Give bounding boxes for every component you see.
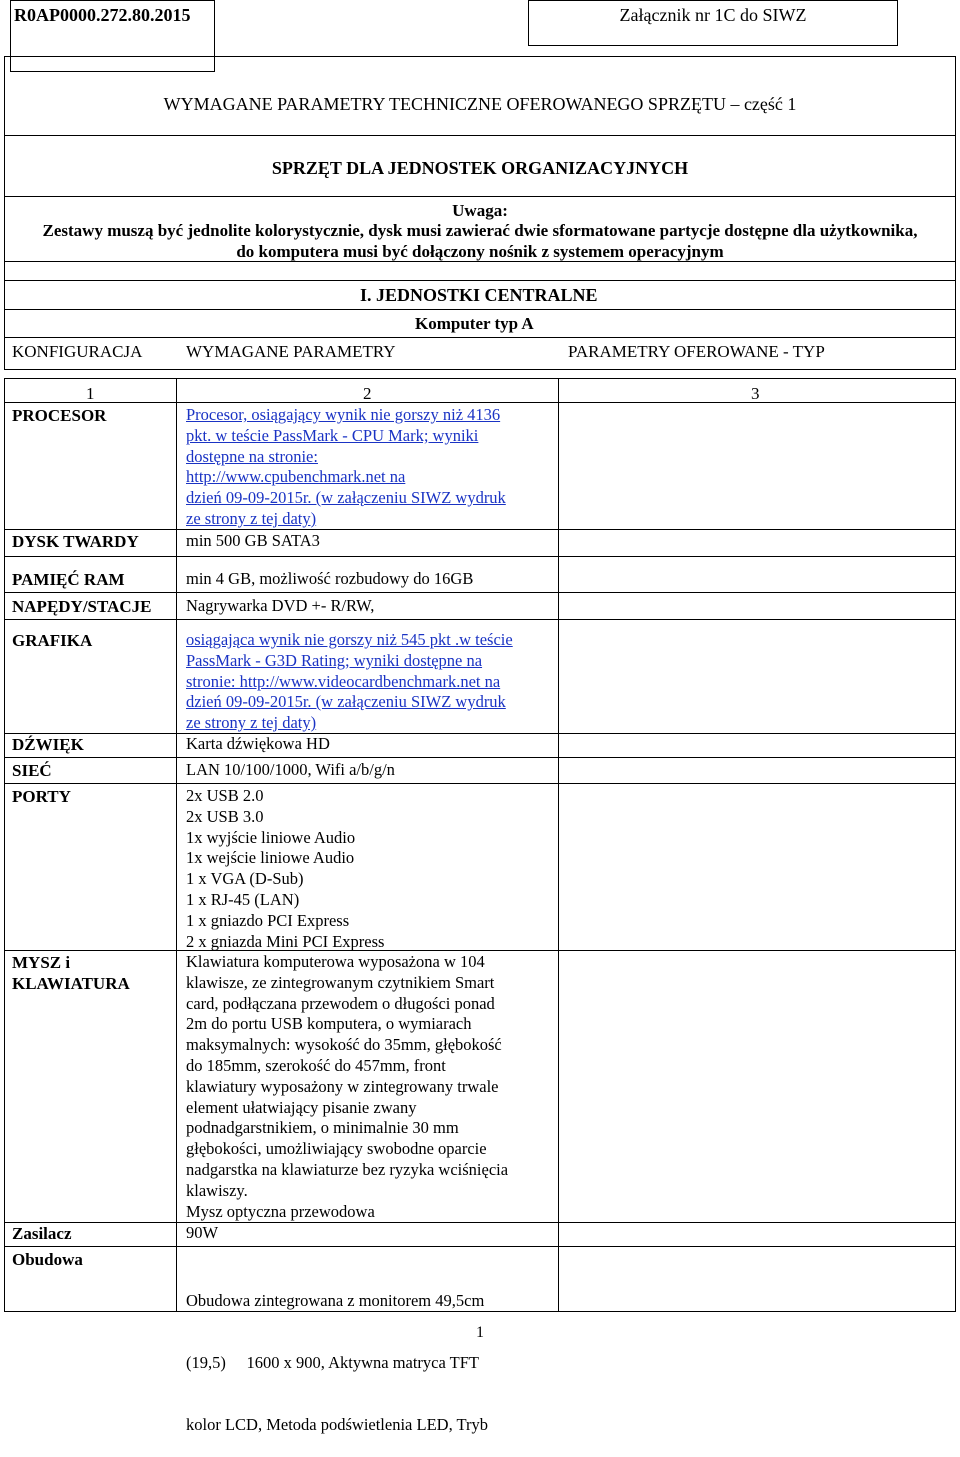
row-divider	[4, 757, 956, 758]
mysz-label-line-2: KLAWIATURA	[12, 974, 130, 993]
mysz-line: głębokości, umożliwiający swobodne oparcie	[186, 1139, 487, 1159]
siec-value: LAN 10/100/1000, Wifi a/b/g/n	[186, 760, 395, 779]
siec-label: SIEĆ	[12, 761, 52, 780]
mysz-line: klawisze, ze zintegrowanym czytnikiem Smart	[186, 972, 495, 992]
grafika-line: osiągająca wynik nie gorszy niż 545 pkt .w teście	[186, 630, 513, 649]
row-divider	[4, 1222, 956, 1223]
mysz-line: klawiatury wyposażony w zintegrowany trwale	[186, 1076, 499, 1096]
obudowa-value	[186, 1249, 556, 1457]
number-row-divider	[4, 402, 956, 403]
column-number-2: 2	[363, 384, 372, 403]
mysz-label	[12, 952, 130, 994]
column-offered: PARAMETRY OFEROWANE - TYP	[568, 342, 825, 361]
col-divider-1	[176, 378, 177, 1312]
porty-line: 1 x VGA (D-Sub)	[186, 869, 304, 889]
page-number: 1	[476, 1324, 484, 1341]
pamiec-label: PAMIĘĆ RAM	[12, 570, 125, 589]
porty-line: 1x wejście liniowe Audio	[186, 848, 355, 868]
column-config: KONFIGURACJA	[12, 342, 143, 361]
row-divider	[4, 1246, 956, 1247]
pamiec-value: min 4 GB, możliwość rozbudowy do 16GB	[186, 569, 474, 588]
procesor-label: PROCESOR	[12, 406, 107, 425]
porty-line: 1 x gniazdo PCI Express	[186, 910, 350, 930]
header-divider	[4, 337, 956, 338]
procesor-link[interactable]: http://www.cpubenchmark.net na	[186, 467, 406, 487]
mysz-line: 2m do portu USB komputera, o wymiarach	[186, 1014, 472, 1034]
procesor-value	[186, 405, 556, 530]
mysz-line: do 185mm, szerokość do 457mm, front	[186, 1055, 446, 1075]
grafika-line: dzień 09-09-2015r. (w załączeniu SIWZ wydruk	[186, 692, 506, 712]
column-required: WYMAGANE PARAMETRY	[186, 342, 396, 361]
porty-value	[186, 786, 556, 952]
col-divider-2	[558, 378, 559, 1312]
row-divider	[4, 733, 956, 734]
porty-line: 1x wyjście liniowe Audio	[186, 827, 356, 847]
obudowa-label: Obudowa	[12, 1250, 83, 1269]
dzwiek-value: Karta dźwiękowa HD	[186, 734, 330, 753]
porty-line: 2 x gniazda Mini PCI Express	[186, 931, 385, 951]
procesor-line: pkt. w teście PassMark - CPU Mark; wyniki	[186, 425, 479, 445]
section-subtitle: Komputer typ A	[415, 314, 534, 333]
porty-label: PORTY	[12, 787, 71, 806]
mysz-line: element ułatwiający pisanie zwany	[186, 1097, 417, 1117]
mysz-value	[186, 952, 556, 1222]
obudowa-line: kolor LCD, Metoda podświetlenia LED, Tryb	[186, 1415, 489, 1435]
row-divider	[4, 783, 956, 784]
napedy-value: Nagrywarka DVD +- R/RW,	[186, 596, 375, 615]
ref-number: R0AP0000.272.80.2015	[14, 5, 191, 25]
grafika-value	[186, 630, 556, 734]
row-divider	[4, 592, 956, 593]
procesor-line: dzień 09-09-2015r. (w załączeniu SIWZ wydruk	[186, 488, 506, 508]
dysk-value: min 500 GB SATA3	[186, 531, 320, 550]
dysk-label: DYSK TWARDY	[12, 532, 139, 551]
grafika-line: PassMark - G3D Rating; wyniki dostępne na	[186, 650, 483, 670]
mysz-line: card, podłączana przewodem o długości ponad	[186, 993, 495, 1013]
section-spacer-box	[4, 261, 956, 281]
porty-line: 1 x RJ-45 (LAN)	[186, 889, 300, 909]
zasilacz-value: 90W	[186, 1223, 219, 1242]
porty-line: 2x USB 2.0	[186, 786, 264, 805]
mysz-line: nadgarstka na klawiaturze bez ryzyka wciśnięcia	[186, 1159, 509, 1179]
row-divider	[4, 950, 956, 951]
column-number-3: 3	[751, 384, 760, 403]
procesor-line: ze strony z tej daty)	[186, 508, 317, 528]
obudowa-line: (19,5) 1600 x 900, Aktywna matryca TFT	[186, 1352, 479, 1372]
mysz-label-line-1: MYSZ i	[12, 953, 71, 972]
document-subtitle: SPRZĘT DLA JEDNOSTEK ORGANIZACYJNYCH	[271, 158, 689, 178]
procesor-line: Procesor, osiągający wynik nie gorszy niż 4136	[186, 405, 501, 424]
column-number-1: 1	[86, 384, 95, 403]
mysz-line: klawiszy.	[186, 1180, 248, 1200]
dzwiek-label: DŹWIĘK	[12, 735, 84, 754]
grafika-line: ze strony z tej daty)	[186, 713, 317, 733]
row-divider	[4, 619, 956, 620]
note-line-2: do komputera musi być dołączony nośnik z systemem operacyjnym	[236, 242, 724, 261]
mysz-line: Mysz optyczna przewodowa	[186, 1201, 375, 1221]
mysz-line: maksymalnych: wysokość do 35mm, głębokość	[186, 1035, 502, 1055]
row-divider	[4, 529, 956, 530]
section-divider	[4, 309, 956, 310]
obudowa-line: Obudowa zintegrowana z monitorem 49,5cm	[186, 1290, 485, 1310]
document-title: WYMAGANE PARAMETRY TECHNICZNE OFEROWANEGO SPRZĘTU – część 1	[163, 94, 797, 114]
row-divider	[4, 556, 956, 557]
attachment-label: Załącznik nr 1C do SIWZ	[619, 5, 807, 25]
grafika-label: GRAFIKA	[12, 631, 93, 650]
grafika-link[interactable]: stronie: http://www.videocardbenchmark.net na	[186, 671, 501, 691]
mysz-line: Klawiatura komputerowa wyposażona w 104	[186, 952, 485, 971]
note-label: Uwaga:	[452, 201, 508, 220]
zasilacz-label: Zasilacz	[12, 1224, 72, 1243]
note-line-1: Zestawy muszą być jednolite kolorystycznie, dysk musi zawierać dwie sformatowane partycje dostępne dla użytkownika,	[42, 221, 918, 240]
napedy-label: NAPĘDY/STACJE	[12, 597, 152, 616]
mysz-line: podnadgarstnikiem, o minimalnie 30 mm	[186, 1118, 459, 1138]
procesor-line: dostępne na stronie:	[186, 446, 318, 466]
porty-line: 2x USB 3.0	[186, 806, 264, 826]
section-title: I. JEDNOSTKI CENTRALNE	[360, 285, 598, 305]
